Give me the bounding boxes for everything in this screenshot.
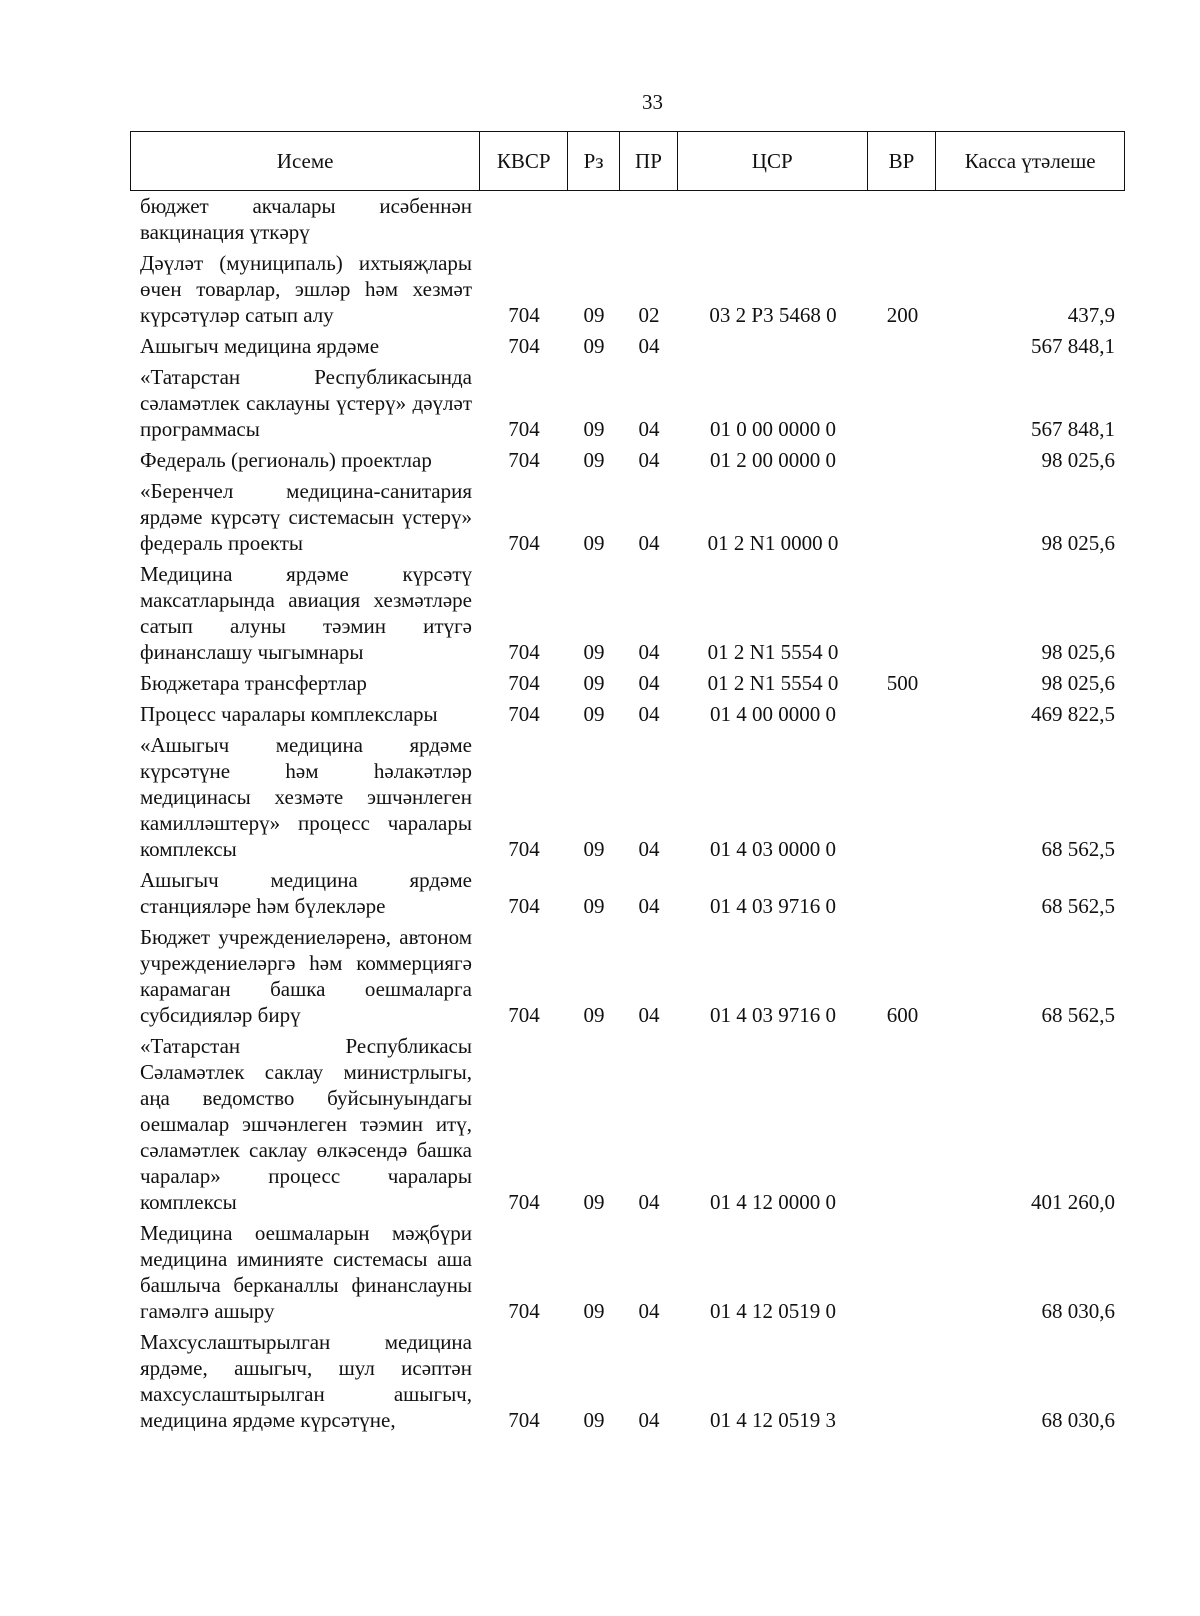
row-name: Бюджетара трансфертлар: [140, 671, 367, 695]
table-row: [130, 1220, 1125, 1324]
table-row: [130, 333, 1125, 359]
row-kassa: 68 030,6: [1041, 1299, 1115, 1323]
row-kvsr: 704: [508, 448, 540, 472]
row-name: Махсуслаштырылган медицина ярдәме, ашыгыч, шул исәптән махсуслаштырылган ашыгыч, медицина ярдәме күрсәтүне,: [140, 1330, 472, 1432]
table-row: [130, 732, 1125, 862]
table-header: [130, 131, 1125, 191]
row-name: «Ашыгыч медицина ярдәме күрсәтүне һәм һәлакәтләр медицинасы хезмәте эшчәнлеген камилләштерү» процесс чаралары комплексы: [140, 733, 472, 861]
table-row: [130, 924, 1125, 1028]
row-kvsr: 704: [508, 303, 540, 327]
row-pr: 04: [638, 702, 660, 726]
row-csr: 01 4 12 0000 0: [710, 1190, 836, 1214]
row-kvsr: 704: [508, 417, 540, 441]
row-rz: 09: [583, 671, 605, 695]
row-pr: 04: [638, 531, 660, 555]
table-row: [130, 867, 1125, 919]
row-kvsr: 704: [508, 334, 540, 358]
row-kassa: 68 030,6: [1041, 1408, 1115, 1432]
row-csr: 01 0 00 0000 0: [710, 417, 836, 441]
table-row: [130, 670, 1125, 696]
row-name: Процесс чаралары комплекслары: [140, 702, 438, 726]
row-pr: 04: [638, 671, 660, 695]
table-body: [130, 193, 1125, 1438]
row-pr: 04: [638, 1299, 660, 1323]
row-csr: 01 4 00 0000 0: [710, 702, 836, 726]
row-csr: 01 2 N1 5554 0: [707, 640, 839, 664]
row-kassa: 567 848,1: [1031, 334, 1115, 358]
row-pr: 04: [638, 837, 660, 861]
row-pr: 04: [638, 1190, 660, 1214]
row-kassa: 68 562,5: [1041, 894, 1115, 918]
row-rz: 09: [583, 303, 605, 327]
row-rz: 09: [583, 334, 605, 358]
row-pr: 04: [638, 1003, 660, 1027]
row-kvsr: 704: [508, 1299, 540, 1323]
table-row: [130, 447, 1125, 473]
row-pr: 04: [638, 894, 660, 918]
column-header-vr: ВР: [868, 132, 937, 190]
row-rz: 09: [583, 1190, 605, 1214]
column-header-kvsr: КВСР: [480, 132, 568, 190]
row-kvsr: 704: [508, 671, 540, 695]
row-pr: 04: [638, 640, 660, 664]
row-name: бюджет акчалары исәбеннән вакцинация үткәрү: [140, 194, 472, 244]
row-kassa: 98 025,6: [1041, 531, 1115, 555]
row-csr: 01 4 12 0519 0: [710, 1299, 836, 1323]
row-name: Медицина ярдәме күрсәтү максатларында авиация хезмәтләре сатып алуны тәэмин итүгә финанслашу чыгымнары: [140, 562, 472, 664]
column-header-pr: ПР: [620, 132, 678, 190]
row-name: «Татарстан Республикасында сәламәтлек саклауны үстерү» дәүләт программасы: [140, 365, 472, 441]
row-rz: 09: [583, 1299, 605, 1323]
row-kassa: 469 822,5: [1031, 702, 1115, 726]
row-pr: 04: [638, 417, 660, 441]
row-rz: 09: [583, 837, 605, 861]
page-number: 33: [642, 90, 663, 114]
row-vr: 600: [886, 1003, 919, 1027]
column-header-kassa: Касса үтәлеше: [964, 149, 1096, 173]
row-rz: 09: [583, 640, 605, 664]
column-header-name: Исеме: [131, 132, 480, 190]
row-pr: 04: [638, 448, 660, 472]
row-kvsr: 704: [508, 1408, 540, 1432]
row-rz: 09: [583, 1003, 605, 1027]
row-kassa: 401 260,0: [1031, 1190, 1115, 1214]
row-csr: 01 2 N1 5554 0: [707, 671, 839, 695]
row-csr: 01 2 N1 0000 0: [707, 531, 839, 555]
row-vr: 200: [886, 303, 919, 327]
row-kassa: 98 025,6: [1041, 671, 1115, 695]
row-kvsr: 704: [508, 1190, 540, 1214]
row-kvsr: 704: [508, 531, 540, 555]
row-pr: 04: [638, 334, 660, 358]
table-row: [130, 1329, 1125, 1433]
row-csr: 01 4 12 0519 3: [710, 1408, 836, 1432]
row-kvsr: 704: [508, 1003, 540, 1027]
table-row: [130, 561, 1125, 665]
row-kassa: 437,9: [1067, 303, 1115, 327]
row-name: «Беренчел медицина-санитария ярдәме күрсәтү системасын үстерү» федераль проекты: [140, 479, 472, 555]
row-pr: 02: [638, 303, 660, 327]
table-row: [130, 193, 1125, 245]
row-kassa: 98 025,6: [1041, 640, 1115, 664]
table-row: [130, 250, 1125, 328]
row-kvsr: 704: [508, 894, 540, 918]
row-name: Бюджет учреждениеләренә, автоном учреждениеләргә һәм коммерциягә карамаган башка оешмаларга субсидияләр бирү: [140, 925, 472, 1027]
table-row: [130, 701, 1125, 727]
row-kassa: 98 025,6: [1041, 448, 1115, 472]
row-name: «Татарстан Республикасы Сәламәтлек саклау министрлыгы, аңа ведомство буйсынуындагы оешмалар эшчәнлеген тәэмин итү, сәламәтлек саклау өлкәсендә башка чаралар» процесс чаралары комплексы: [140, 1034, 472, 1214]
row-name: Ашыгыч медицина ярдәме станцияләре һәм бүлекләре: [140, 868, 472, 918]
row-kassa: 68 562,5: [1041, 1003, 1115, 1027]
row-rz: 09: [583, 702, 605, 726]
row-rz: 09: [583, 448, 605, 472]
row-kassa: 68 562,5: [1041, 837, 1115, 861]
row-kassa: 567 848,1: [1031, 417, 1115, 441]
row-rz: 09: [583, 1408, 605, 1432]
row-name: Ашыгыч медицина ярдәме: [140, 334, 380, 358]
table-row: [130, 364, 1125, 442]
table-row: [130, 478, 1125, 556]
row-rz: 09: [583, 417, 605, 441]
row-kvsr: 704: [508, 640, 540, 664]
row-csr: 01 4 03 0000 0: [710, 837, 836, 861]
row-csr: 01 2 00 0000 0: [710, 448, 836, 472]
table-row: [130, 1033, 1125, 1215]
row-kvsr: 704: [508, 837, 540, 861]
column-header-csr: ЦСР: [678, 132, 868, 190]
row-pr: 04: [638, 1408, 660, 1432]
row-name: Федераль (региональ) проектлар: [140, 448, 432, 472]
row-vr: 500: [886, 671, 919, 695]
row-csr: 03 2 Р3 5468 0: [709, 303, 837, 327]
row-name: Дәүләт (муниципаль) ихтыяҗлары өчен товарлар, эшләр һәм хезмәт күрсәтүләр сатып алу: [140, 251, 472, 327]
row-csr: 01 4 03 9716 0: [710, 1003, 836, 1027]
row-csr: 01 4 03 9716 0: [710, 894, 836, 918]
column-header-rz: Рз: [568, 132, 620, 190]
row-rz: 09: [583, 894, 605, 918]
row-name: Медицина оешмаларын мәҗбүри медицина иминияте системасы аша башлыча берканаллы финанслауны гамәлгә ашыру: [140, 1221, 472, 1323]
row-rz: 09: [583, 531, 605, 555]
row-kvsr: 704: [508, 702, 540, 726]
